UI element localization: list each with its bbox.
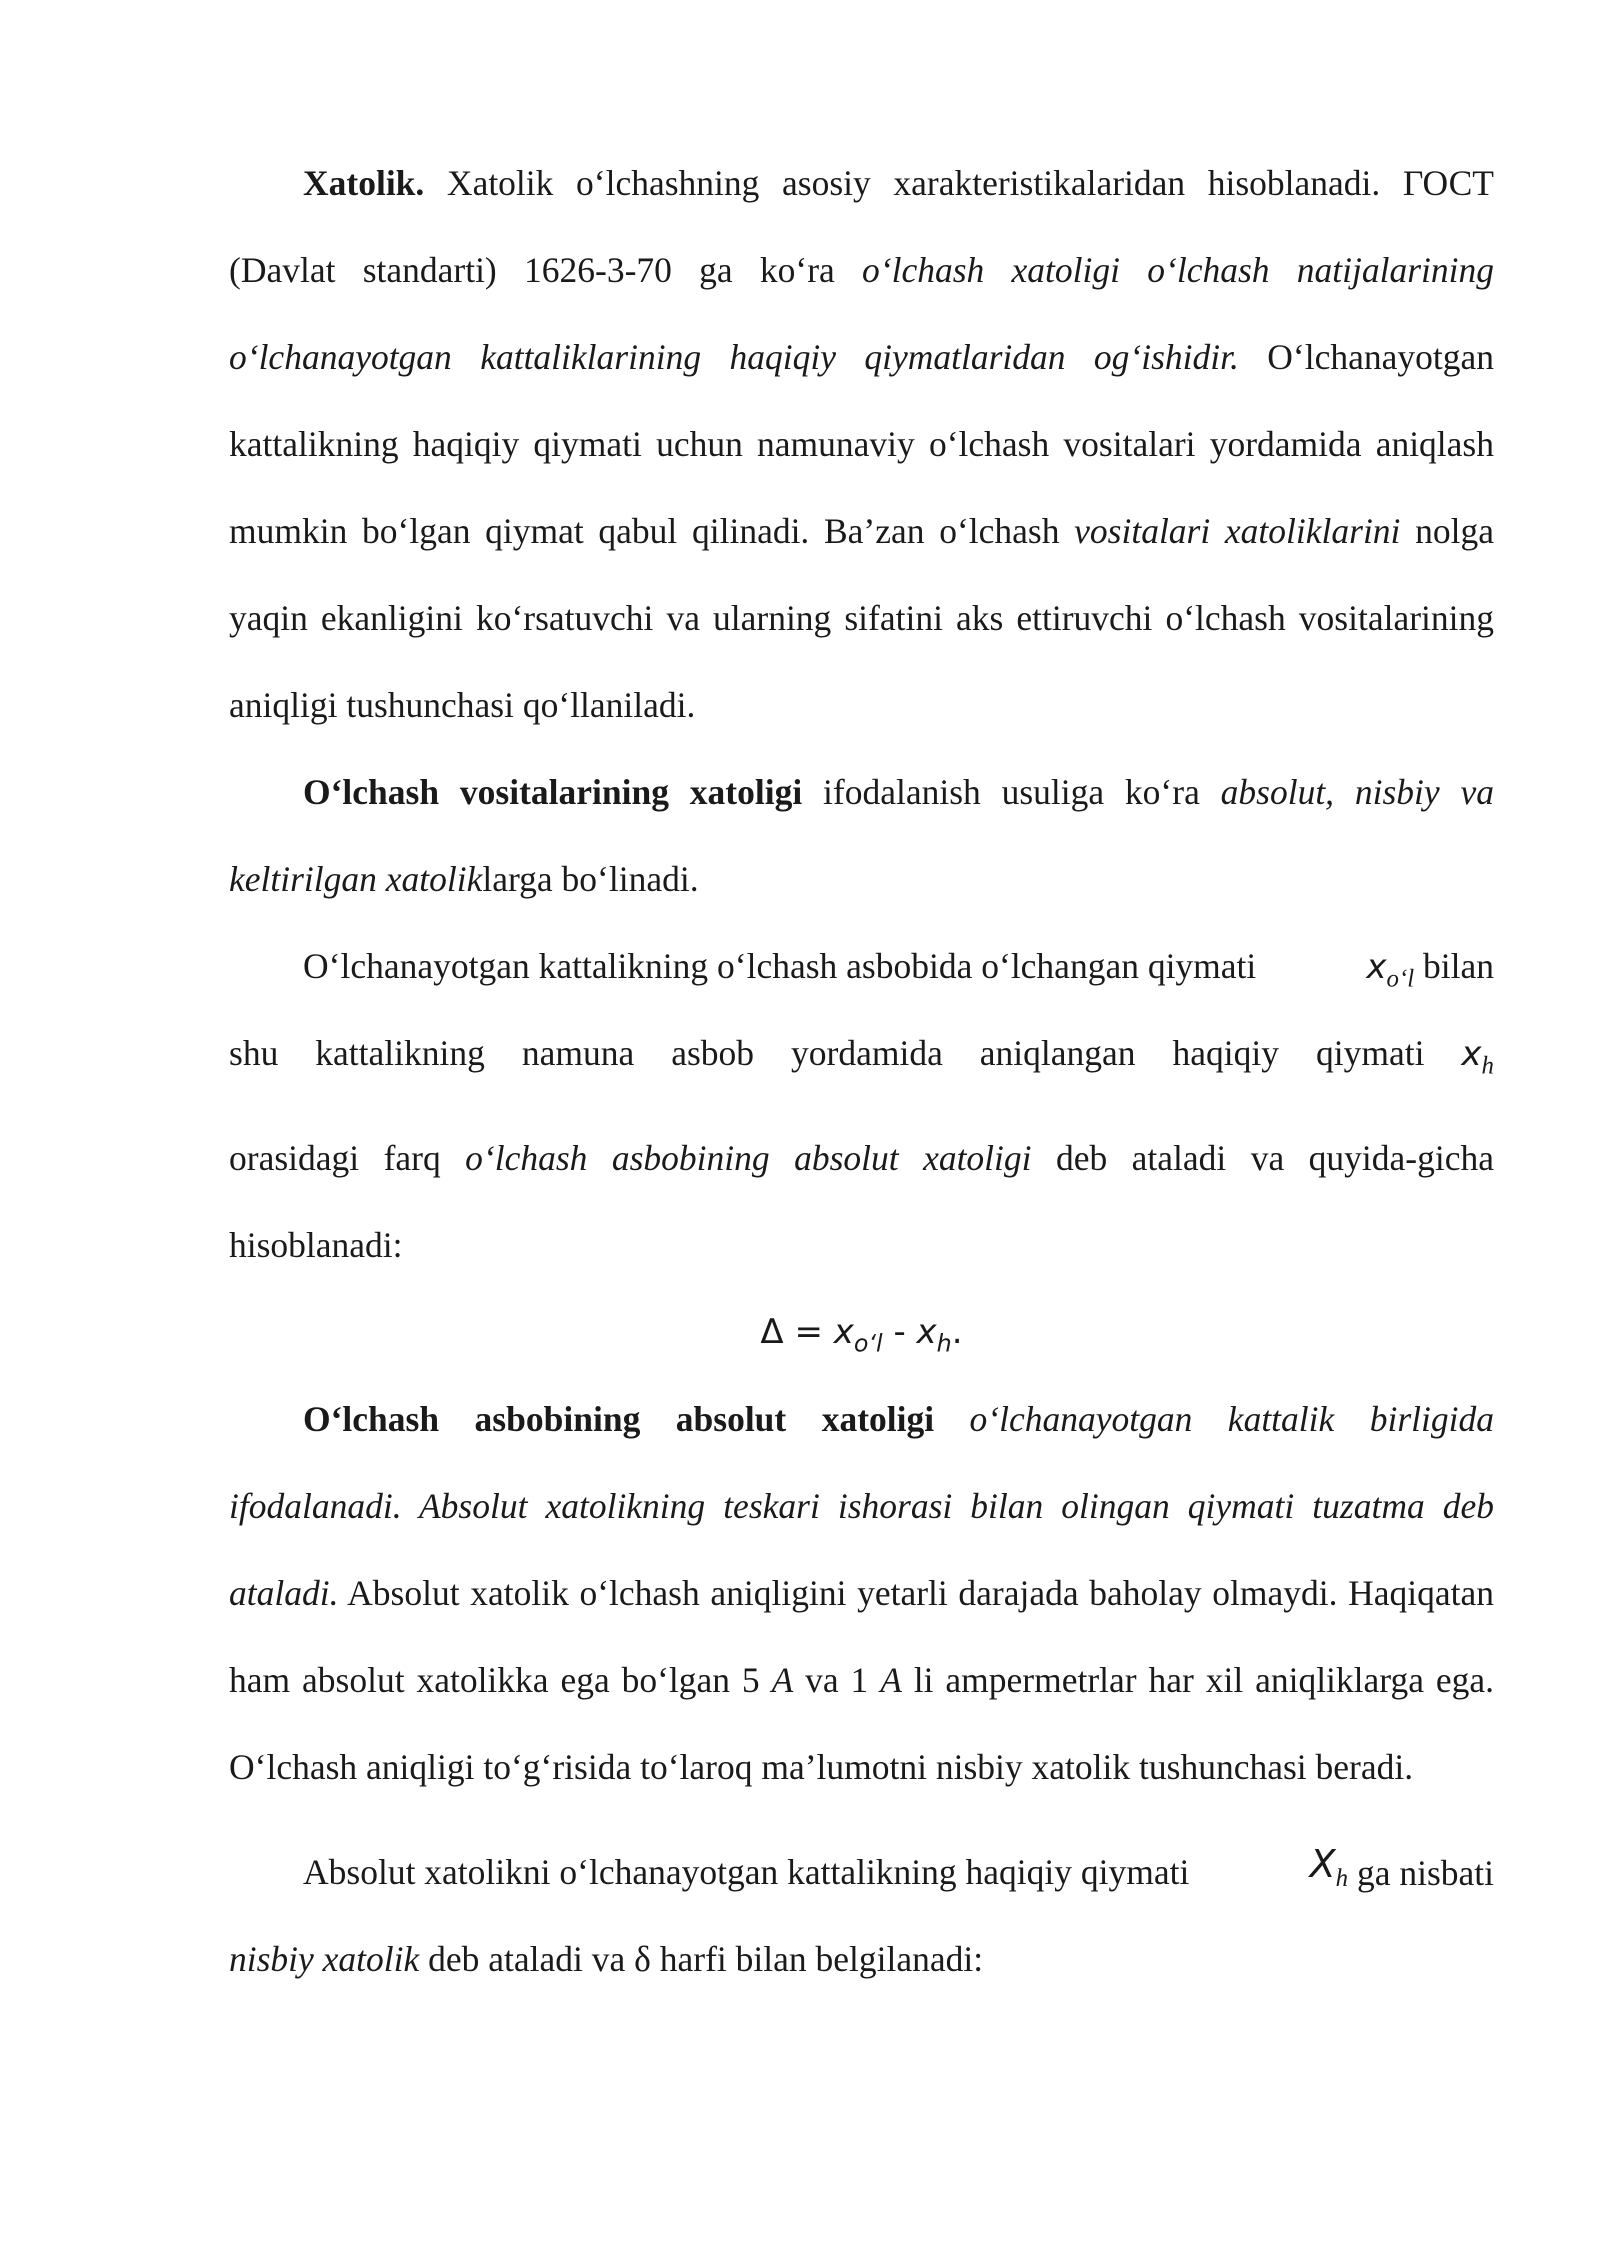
subscript-h: h <box>936 1329 952 1358</box>
equals: = <box>783 1312 834 1352</box>
word: shu <box>229 1033 279 1073</box>
word: qiymati <box>1315 1033 1425 1073</box>
line-end <box>1310 1829 1494 1916</box>
word: haqiqiy <box>1172 1033 1279 1073</box>
paragraph-nisbiy-xatolik <box>229 1829 1494 2003</box>
line-2 <box>229 1916 1494 2003</box>
line-3 <box>229 1115 1494 1289</box>
delta-symbol: Δ <box>760 1312 784 1352</box>
term-xatolik: Xatolik. <box>303 163 425 203</box>
line-1 <box>229 1829 1494 1916</box>
word: asbob <box>671 1033 755 1073</box>
unit-ampere: A <box>880 1660 902 1700</box>
word: kattalikning <box>315 1033 485 1073</box>
text: va 1 <box>793 1660 881 1700</box>
text: larga bo‘linadi. <box>482 859 699 899</box>
unit-ampere: A <box>771 1660 794 1700</box>
word: aniqlangan <box>979 1033 1136 1073</box>
variable-x: x <box>1366 947 1387 987</box>
text: li ampermetrlar har xil aniqliklarga ega. O‘lchash aniqligi to‘g‘risida to‘laroq ma’lumotni nisbiy xatolik tushunchasi beradi. <box>229 1660 1494 1787</box>
paragraph-vositalar-xatoligi <box>229 749 1494 923</box>
italic-types: absolut, nisbiy va keltirilgan xatolik <box>229 772 1494 899</box>
text: O‘lchanayotgan kattalikning haqiqiy qiymati uchun namunaviy o‘lchash vositalari yordamida aniqlash mumkin bo‘lgan qiymat qabul qilinadi. Ba’zan o‘lchash <box>229 337 1494 551</box>
paragraph-xatolik <box>229 140 1494 749</box>
text: nolga yaqin ekanligini ko‘rsatuvchi va ularning sifatini aks ettiruvchi o‘lchash vositalarining aniqligi tushunchasi qo‘llaniladi. <box>229 511 1494 725</box>
variable-X: X <box>1309 1842 1336 1886</box>
text: deb ataladi va δ harfi bilan belgilanadi: <box>419 1939 984 1979</box>
line-1 <box>229 923 1494 1010</box>
variable-x: x <box>833 1312 854 1352</box>
italic-term: nisbiy xatolik <box>229 1939 420 1979</box>
word: yordamida <box>791 1033 943 1073</box>
line-end <box>1366 923 1494 1010</box>
text: Absolut xatolik o‘lchash aniqligini yetarli darajada baholay olmaydi. Haqiqatan ham absolut xatolikka ega bo‘lgan 5 <box>229 1573 1494 1700</box>
text: ga nisbati <box>1348 1853 1494 1893</box>
paragraph-absolut-xatolik-definition <box>229 923 1494 1289</box>
formula-absolute-error <box>229 1289 1494 1376</box>
text: deb ataladi va quyida-gicha hisoblanadi: <box>229 1138 1494 1265</box>
minus: - <box>882 1312 917 1352</box>
text: ifodalanish usuliga ko‘ra <box>802 772 1221 812</box>
text: Xatolik o‘lchashning asosiy xarakteristikalaridan hisoblanadi. ГОСТ (Davlat standarti) 1626-3-70 ga ko‘ra <box>229 163 1494 290</box>
text: bilan <box>1423 946 1494 986</box>
variable-x: x <box>916 1312 937 1352</box>
italic-term: vositalari xatoliklarini <box>1074 511 1401 551</box>
line-2 <box>229 1010 1494 1097</box>
term-asbob-absolut-xatoligi: O‘lchash asbobining absolut xatoligi <box>303 1399 935 1439</box>
text: Absolut xatolikni o‘lchanayotgan kattalikning haqiqiy qiymati <box>303 1852 1190 1892</box>
italic-definition: o‘lchanayotgan kattalik birligida ifodalanadi. Absolut xatolikning teskari ishorasi bilan olingan qiymati tuzatma deb ataladi. <box>229 1399 1494 1613</box>
subscript-ol: o‘l <box>1386 965 1415 993</box>
text: O‘lchanayotgan kattalikning o‘lchash asbobida o‘lchangan qiymati <box>303 946 1257 986</box>
term-vositalar-xatoligi: O‘lchash vositalarining xatoligi <box>303 772 803 812</box>
period: . <box>951 1312 963 1352</box>
word: namuna <box>521 1033 635 1073</box>
italic-term: o‘lchash asbobining absolut xatoligi <box>465 1138 1032 1178</box>
variable-x: x <box>1461 1034 1482 1074</box>
paragraph-asbob-absolut-xatoligi <box>229 1376 1494 1811</box>
document-page <box>229 140 1494 2003</box>
definition-italic: o‘lchash xatoligi o‘lchash natijalarining o‘lchanayotgan kattaliklarining haqiqiy qiymatlaridan og‘ishidir. <box>229 250 1495 377</box>
subscript-h: h <box>1481 1052 1494 1080</box>
text: orasidagi farq <box>229 1138 466 1178</box>
variable-xh <box>1461 1010 1494 1097</box>
subscript-ol: o‘l <box>853 1329 883 1358</box>
subscript-h: h <box>1335 1864 1349 1892</box>
